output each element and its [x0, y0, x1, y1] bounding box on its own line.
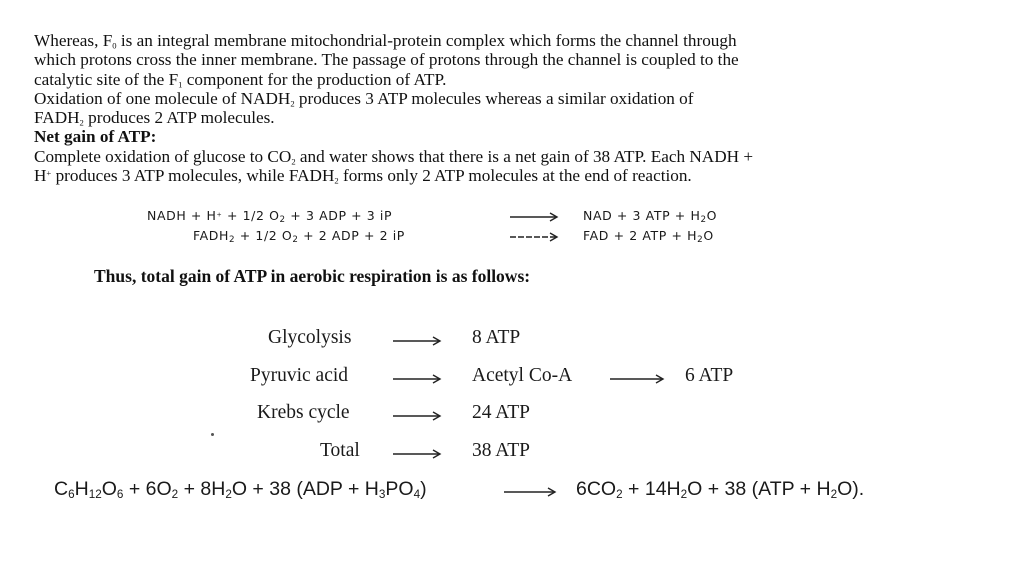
table-stage-pyruvic: Pyruvic acid [250, 365, 349, 386]
table-result-glycolysis: 8 ATP [472, 327, 521, 348]
arrow-icon [393, 371, 443, 387]
body-paragraph [34, 31, 994, 185]
reaction-fadh-rhs: FAD + 2 ATP + $H_2O$ [583, 228, 714, 246]
paragraph-line: Whereas, $F_0$ is an integral membrane mitochondrial-protein complex which forms the channel through [34, 31, 737, 51]
paragraph-line: catalytic site of the $F_1$ component for the production of ATP. [34, 69, 447, 90]
overall-equation-lhs: $C_6H_{12}O_6 + 6O_2 + 8H_2O + 38$ $(ADP + H_3PO_4)$ [54, 478, 427, 501]
reaction-fadh-lhs: $FADH_2 + 1/2$ $O_2 + 2$ ADP + 2 iP [193, 228, 405, 246]
table-result-pyruvic: Acetyl Co-A [472, 365, 573, 386]
table-stage-glycolysis: Glycolysis [268, 327, 352, 348]
table-stage-total: Total [320, 440, 360, 461]
reaction-nadh-rhs: NAD + 3 ATP + $H_2O$ [583, 208, 718, 226]
stray-dot [211, 433, 214, 436]
table-result-total: 38 ATP [472, 440, 530, 461]
arrow-icon [393, 408, 443, 424]
table-result2-pyruvic: 6 ATP [685, 365, 734, 386]
overall-equation-rhs: $6CO_2 + 14H_2O + 38$ $(ATP + H_2O)$. [576, 478, 865, 501]
summary-heading: Thus, total gain of ATP in aerobic respiration is as follows: [94, 266, 531, 286]
paragraph-line: H+ produces 3 ATP molecules, while $FADH_2$ forms only 2 ATP molecules at the end of reaction. [34, 166, 692, 186]
table-stage-krebs: Krebs cycle [257, 402, 350, 423]
paragraph-line: $FADH_2$ produces 2 ATP molecules. [34, 108, 275, 128]
table-result-krebs: 24 ATP [472, 402, 530, 423]
arrow-icon [393, 446, 443, 462]
reaction-arrow-icon [510, 209, 560, 225]
paragraph-line: Oxidation of one molecule of $NADH_2$ produces 3 ATP molecules whereas a similar oxidation of [34, 88, 694, 109]
arrow-icon [393, 333, 443, 349]
paragraph-line: which protons cross the inner membrane. The passage of protons through the channel is coupled to the [34, 50, 739, 70]
equation-arrow-icon [504, 484, 558, 500]
net-gain-heading: Net gain of ATP: [34, 127, 157, 147]
paragraph-line: Complete oxidation of glucose to $CO_2$ and water shows that there is a net gain of 38 ATP. Each NADH + [34, 146, 754, 167]
reaction-nadh-lhs: NADH + H+ + 1/2 $O_2 + 3$ ADP + 3 iP [147, 208, 393, 226]
reaction-arrow-icon [510, 229, 560, 245]
arrow-icon [610, 371, 666, 387]
